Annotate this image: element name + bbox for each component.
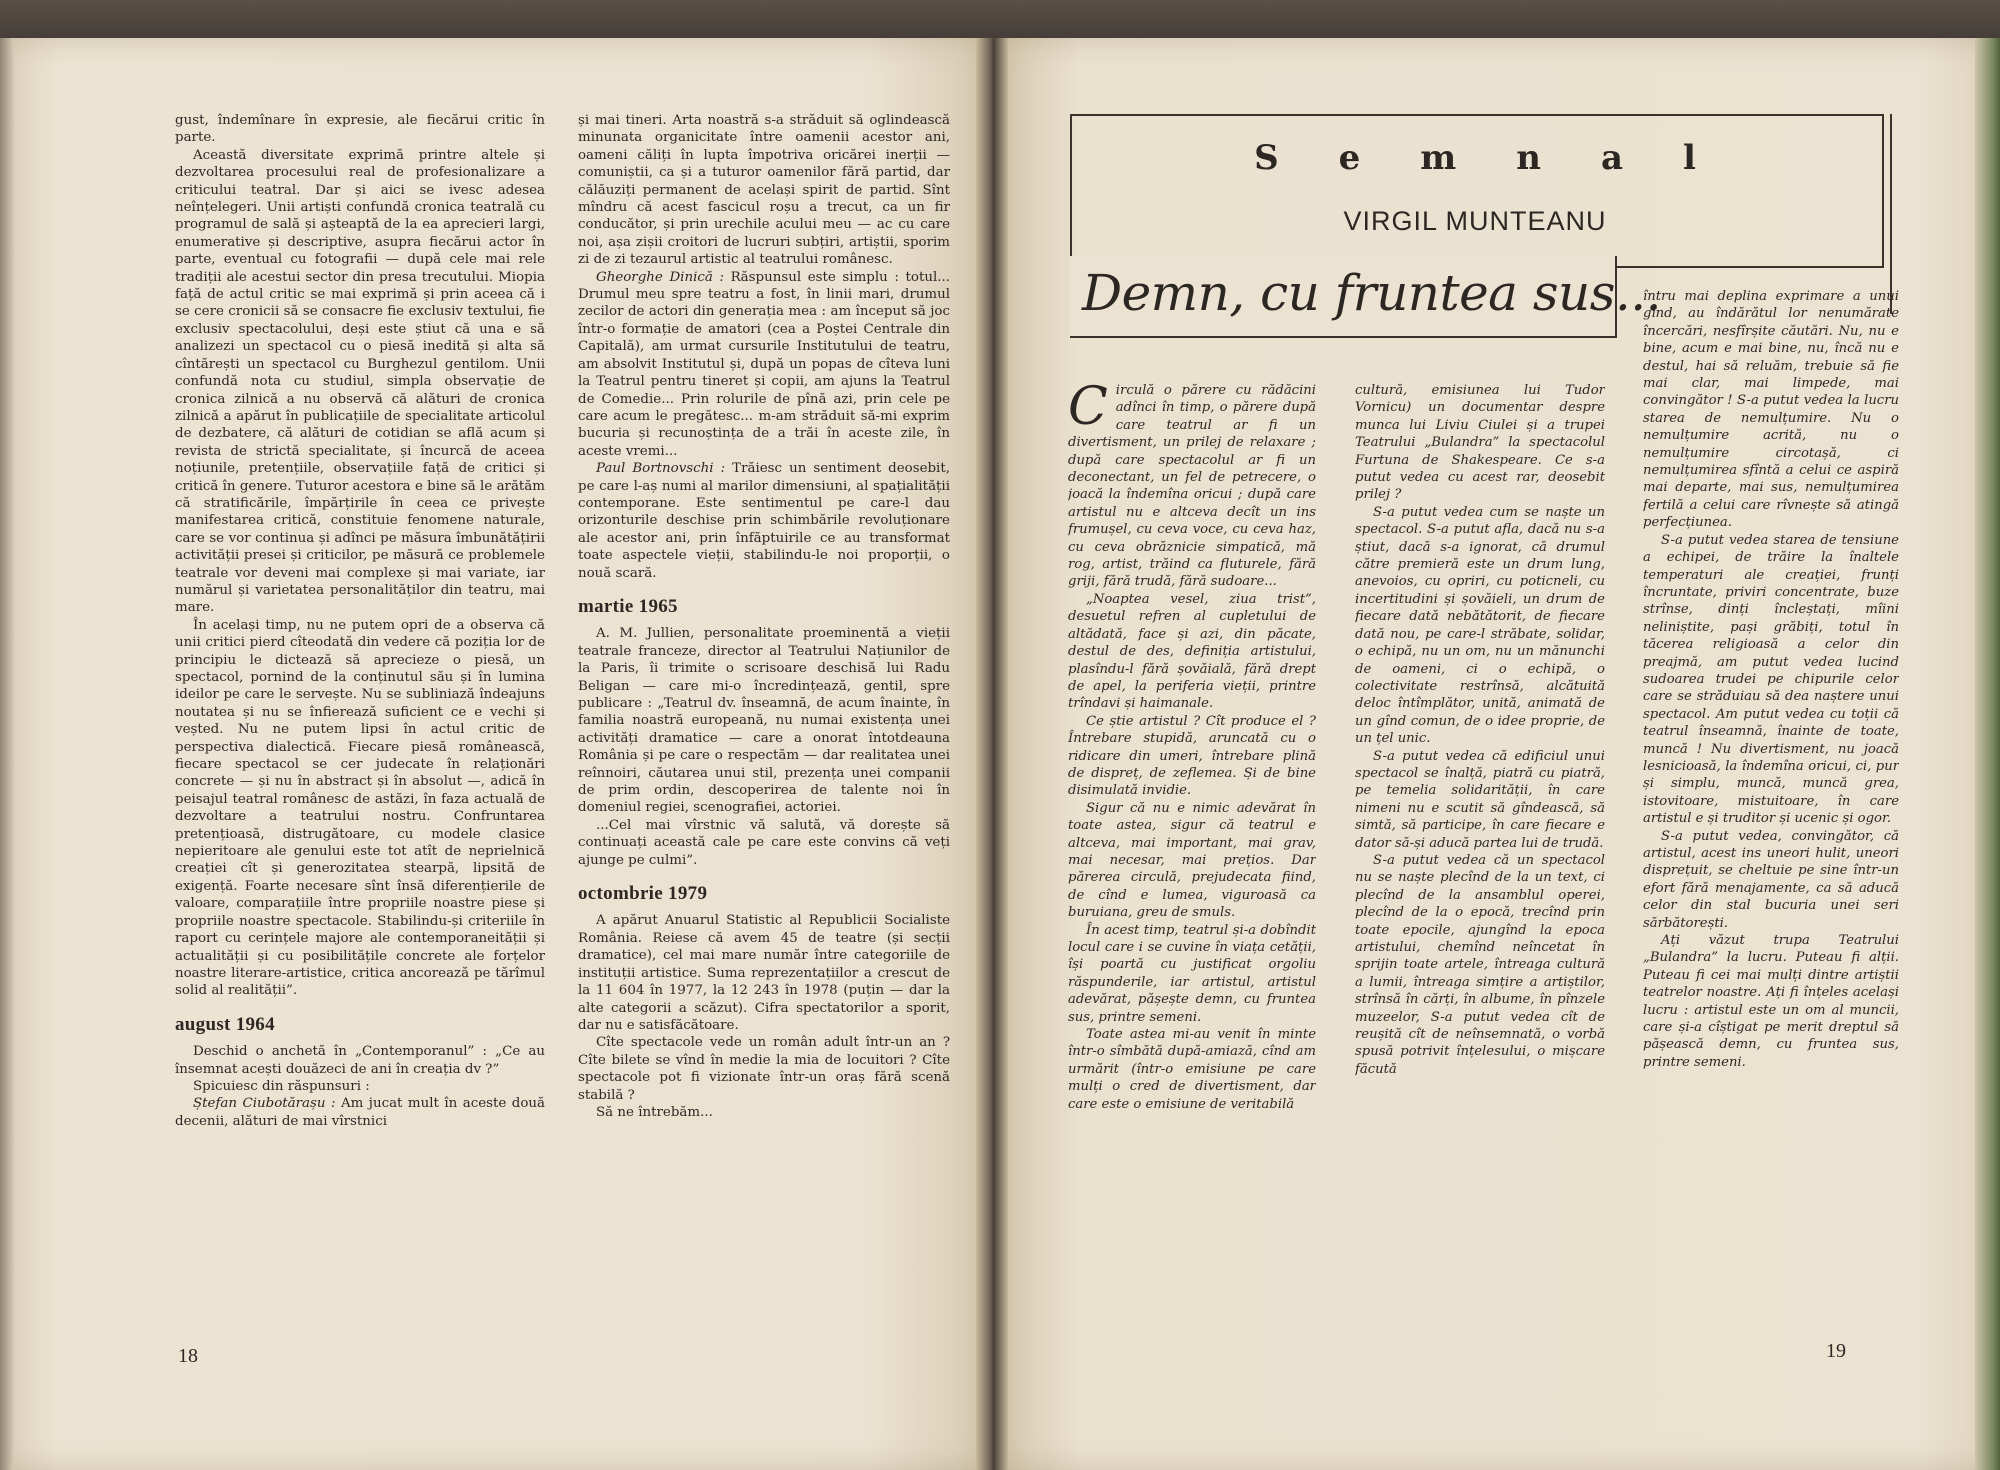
- drop-cap: C: [1068, 382, 1108, 437]
- paragraph: Cîte spectacole vede un român adult într-un an ? Cîte bilete se vînd în medie la mia de locuitori ? Cîte spectacole pot fi vizionate într-un oraș fără scenă stabilă ?: [578, 1035, 950, 1103]
- left-page-edge: [0, 38, 14, 1470]
- right-column-3: [1643, 288, 1899, 1292]
- page-number-left: 18: [178, 1345, 198, 1367]
- section-heading-martie-1965: martie 1965: [578, 595, 678, 617]
- paragraph: Ce știe artistul ? Cît produce el ? Întrebare stupidă, aruncată cu o ridicare din umeri, întrebare plină de dispreț, de zeflemea. Și de bine disimulată invidie.: [1068, 713, 1316, 799]
- paragraph: Această diversitate exprimă printre altele și dezvoltarea procesului real de profesionalizare a criticului teatral. Dar și aici se ivesc adesea neînțelegeri. Unii artiști confundă cronica teatrală cu programul de sală și așteaptă de la ea aprecieri largi, enumerative și descriptive, asupra fiecărui actor în parte, eventual cu fotografii — după cele mai rele tradiții ale acestui sector din presa trecutului. Miopia față de actul critic se mai exprimă și prin aceea că i se cere cronicii să se consacre fie exclusiv textului, fie exclusiv spectacolului, deși este știut că una e să analizezi un spectacol cu o piesă inedită și alta să cîntărești un spectacol cu Burghezul gentilom. Unii confundă nota cu studiul, simpla observație de cronica zilnică a nu observă că alături de cronica zilnică a apărut în publicațiile de specialitate articolul de dezbatere, că alături de cotidian se află acum și revista de strictă specialitate, și încurcă de aceea noțiunile, pretențiile, observațiile față de critici și critică în genere. Tuturor acestora e bine să le arătăm că stratificările, împărțirile în ceea ce privește manifestarea critică, constituie fenomene naturale, care se vor continua și adînci pe măsura îmbunătățirii activității presei și criticilor, pe măsură ce problemele teatrale vor deveni mai complexe și mai variate, iar numărul și varietatea personalităților din teatru, mai mare.: [175, 147, 545, 616]
- paragraph: A apărut Anuarul Statistic al Republicii Socialiste România. Reiese că avem 45 de teatre (și secții dramatice), cel mai mare număr între categoriile de instituții artistice. Suma reprezentațiilor a crescut de la 11 604 în 1977, la 12 243 în 1978 (puțin — dar la alte categorii a scăzut). Cifra spectatorilor a sporit, dar nu e satisfăcătoare.: [578, 913, 950, 1033]
- paragraph: cultură, emisiunea lui Tudor Vornicu) un documentar despre munca lui Liviu Ciulei și a trupei Teatrului „Bulandra” la spectacolul Furtuna de Shakespeare. Ce s-a putut vedea cu acest rar, deosebit prilej ?: [1355, 383, 1605, 503]
- left-column-2: [578, 112, 950, 1302]
- section-heading-august-1964: august 1964: [175, 1013, 275, 1035]
- speaker-name: Gheorghe Dinică :: [596, 269, 724, 285]
- paragraph: întru mai deplina exprimare a unui gînd, au îndărătul lor nenumărate încercări, nesfîrșite căutări. Nu, nu e bine, acum e mai bine, nu, încă nu e destul, hai să reluăm, trebuie să fie mai clar, mai limpede, mai convingător ! S-a putut vedea la lucru starea de nemulțumire. Nu o nemulțumire acrită, nu o nemulțumire circotașă, ci nemulțumirea sfîntă a celui ce aspiră mai departe, mai sus, nemulțumirea fertilă a celui care rîvnește să atingă perfecțiunea.: [1643, 289, 1899, 531]
- paragraph: În același timp, nu ne putem opri de a observa că unii critici pierd cîteodată din vedere că poziția lor de principiu le dictează să aprecieze o piesă, un spectacol, pornind de la conținutul său și în lumina ideilor pe care le servește. Nu se subliniază îndeajuns noutatea și nu se înfierează suficient ce e vechi și veșted. Nu ne putem lipsi în actul critic de perspectiva dialectică. Fiecare piesă românească, fiecare spectacol se cer judecate în relaționări concrete — și nu în abstract și în absolut —, adică în peisajul teatral românesc de astăzi, în faza actuală de dezvoltare a teatrului nostru. Confruntarea pretențioasă, distrugătoare, cu modele clasice nepieritoare ale genului este tot atît de neprielnică creației cît și generozitatea stearpă, lipsită de exigență. Foarte necesare sînt însă diferențierile de valoare, comparațiile între propriile noastre piese și propriile noastre spectacole. Stabilindu-și criteriile în raport cu cerințele majore ale contemporaneității și actualității și cu posibilitățile concrete ale forțelor noastre literare-artistice, critica ancorează pe tărîmul solid al realității”.: [175, 617, 545, 999]
- right-page-edge: [1975, 38, 2000, 1470]
- page-number-right: 19: [1826, 1340, 1846, 1362]
- paragraph: S-a putut vedea, convingător, că artistul, acest ins uneori hulit, uneori disprețuit, se cheltuie pe sine într-un efort fără menajamente, ca să aducă celor din stal bucuria unei seri sărbătorești.: [1643, 828, 1899, 931]
- paragraph: A. M. Jullien, personalitate proeminentă a vieții teatrale franceze, director al Teatrului Națiunilor de la Paris, îi trimite o scrisoare deschisă lui Radu Beligan — care mi-o încredințează, gentil, spre publicare : „Teatrul dv. înseamnă, de acum înainte, în familia noastră europeană, nu numai existența unei activități dramatice — care a onorat întotdeauna România și pe care o respectăm — dar realitatea unei reînnoiri, căutarea unui stil, prezența unei companii de prim ordin, descoperirea de talente noi în domeniul regiei, scenografiei, actoriei.: [578, 626, 950, 816]
- paragraph: [578, 269, 950, 460]
- paragraph: S-a putut vedea cum se naște un spectacol. S-a putut afla, dacă nu s-a știut, dacă s-a ignorat, că drumul către premieră este un drum lung, anevoios, cu opriri, cu poticneli, cu incertitudini și șovăieli, un drum de fiecare dată nebătătorit, de fiecare dată nou, pe care-l străbate, solidar, o echipă, nu un om, nu un mănunchi de oameni, ci o echipă, o colectivitate restrînsă, alcătuită deloc întîmplător, unită, animată de un gînd comun, de o idee proprie, de un țel unic.: [1355, 504, 1605, 747]
- paragraph: Sigur că nu e nimic adevărat în toate astea, sigur că teatrul e altceva, mai important, mai grav, mai necesar, mai prețios. Dar părerea circulă, prejudecata fiind, de cînd e lumea, viguroasă ca buruiana, greu de smuls.: [1068, 800, 1316, 921]
- speaker-text: Trăiesc un sentiment deosebit, pe care l-aș numi al marilor dimensiuni, al spațialității contemporane. Este sentimentul pe care-l dau orizonturile deschise prin schimbările revoluționare ale acestor ani, prin înfăptuirile ce au transformat toate aspectele vieții, stabilindu-le noi proporții, o nouă scară.: [578, 461, 950, 581]
- right-column-2: [1355, 382, 1605, 1292]
- paragraph: În acest timp, teatrul și-a dobîndit locul care i se cuvine în viața cetății, își poartă cu justificat orgoliu răspunderile, iar artistul, artistul adevărat, pășește demn, cu fruntea sus, printre semeni.: [1068, 922, 1316, 1025]
- paragraph: „Noaptea vesel, ziua trist”, desuetul refren al cupletului de altădată, face și azi, din păcate, destul de des, definiția artistului, plasîndu-l fără șovăială, fără drept de apel, la periferia vieții, printre trîndavi și haimanale.: [1068, 591, 1316, 712]
- article-title: Demn, cu fruntea sus...: [1082, 264, 1662, 322]
- paragraph: S-a putut vedea că edificiul unui spectacol se înalță, piatră cu piatră, pe temelia solidarității, în care nimeni nu e scutit să gîndească, să simtă, să participe, în care fiecare e dator să-și aducă partea lui de trudă.: [1355, 748, 1605, 851]
- paragraph: S-a putut vedea starea de tensiune a echipei, de trăire la înaltele temperaturi ale creației, frunți încruntate, priviri concentrate, buze strînse, dinți încleștați, mîini neliniștite, pași grăbiți, totul în tăcerea religioasă a celor din preajmă, am putut vedea lucind sudoarea trudei pe chipurile celor care se străduiau să dea naștere unui spectacol. Am putut vedea cu toții că teatrul înseamnă, înainte de toate, muncă ! Nu divertisment, nu joacă lesnicioasă, la îndemîna oricui, ci, pur și simplu, muncă, muncă grea, istovitoare, mistuitoare, în care artistul e și truditor și ucenic și ogor.: [1643, 532, 1899, 827]
- rubric-title: Semnal: [1254, 138, 1756, 178]
- paragraph: S-a putut vedea că un spectacol nu se naște plecînd de la un text, ci plecînd de la ansamblul operei, plecînd de la o epocă, trecînd prin toate epocile, ajungînd la epoca artistului, chemînd neîncetat în sprijin toate artele, întreaga cultură a lumii, întreaga simțire a artiștilor, strînsă în cărți, în albume, în pînzele muzeelor, S-a putut vedea cît de reușită cît de neînsemnată, o vorbă spusă potrivit înțelesului, o mișcare făcută: [1355, 852, 1605, 1077]
- left-column-1: [175, 112, 545, 1302]
- right-column-1: [1068, 382, 1316, 1292]
- book-gutter: [976, 38, 1008, 1470]
- speaker-text: Am jucat mult în aceste două decenii, alături de mai vîrstnici: [175, 1096, 545, 1129]
- speaker-text: Răspunsul este simplu : totul... Drumul meu spre teatru a fost, în linii mari, drumul zecilor de actori din generația mea : am început să joc într-o formație de amatori (cea a Poștei Centrale din Capitală), am urmat cursurile Institutului de teatru, am absolvit Institutul și, după un popas de cîteva luni la Teatrul pentru tineret și copii, am ajuns la Teatrul de Comedie... Prin rolurile de pînă azi, prin cele pe care acum le pregătesc... m-am străduit să-mi exprim bucuria și recunoștința de a trăi în aceste zile, în aceste vremi...: [578, 269, 950, 459]
- section-heading-octombrie-1979: octombrie 1979: [578, 883, 708, 905]
- paragraph: Să ne întrebăm...: [596, 1104, 713, 1120]
- speaker-name: Paul Bortnovschi :: [596, 461, 726, 477]
- paragraph: Spicuiesc din răspunsuri :: [193, 1078, 370, 1094]
- paragraph: și mai tineri. Arta noastră s-a străduit să oglindească minunata organicitate între oamenii acestor ani, oameni căliți în lupta împotriva oricărei inerții — comuniștii, ca și a tuturor oamenilor fără partid, dar călăuziți permanent de același spirit de partid. Sînt mîndru că acest fascicul roșu a trecut, ca un fir conducător, și prin urechile acului meu — ac cu care noi, așa zișii croitori de lucruri subțiri, artiștii, sporim zi de zi tezaurul artistic al teatrului românesc.: [578, 113, 950, 268]
- paragraph: gust, îndemînare în expresie, ale fiecărui critic în parte.: [175, 113, 545, 146]
- paragraph: Ați văzut trupa Teatrului „Bulandra” la lucru. Puteau fi alții. Puteau fi cei mai mulți dintre artiștii teatrelor noastre. Ați fi înțeles același lucru : artistul este un om al muncii, care și-a cîștigat pe merit dreptul să pășească demn, cu fruntea sus, printre semeni.: [1643, 933, 1899, 1070]
- article-author: VIRGIL MUNTEANU: [1343, 206, 1607, 236]
- paragraph: [175, 1095, 545, 1130]
- speaker-name: Ștefan Ciubotărașu :: [193, 1096, 336, 1112]
- paragraph: Deschid o anchetă în „Contemporanul” : „Ce au însemnat acești douăzeci de ani în creația dv ?”: [175, 1044, 545, 1077]
- paragraph: [1068, 382, 1316, 591]
- paragraph: [578, 460, 950, 582]
- paragraph: Toate astea mi-au venit în minte într-o sîmbătă după-amiază, cînd am urmărit (într-o emisiune pe care mulți o cred de divertisment, dar care este o emisiune de veritabilă: [1068, 1027, 1316, 1112]
- paragraph-text: irculă o părere cu rădăcini adînci în timp, o părere după care teatrul ar fi un divertisment, un prilej de relaxare ; după care spectacolul ar fi un deconectant, un fel de petrecere, o joacă la îndemîna oricui ; după care artistul nu e altceva decît un ins frumușel, cu ceva voce, cu ceva haz, cu ceva obrăznicie simpatică, mă rog, artist, trăind ca fluturele, fără griji, fără trudă, fără sudoare...: [1068, 383, 1316, 590]
- paragraph: ...Cel mai vîrstnic vă salută, vă dorește să continuați această cale pe care este convins că veți ajunge pe culmi”.: [578, 817, 950, 868]
